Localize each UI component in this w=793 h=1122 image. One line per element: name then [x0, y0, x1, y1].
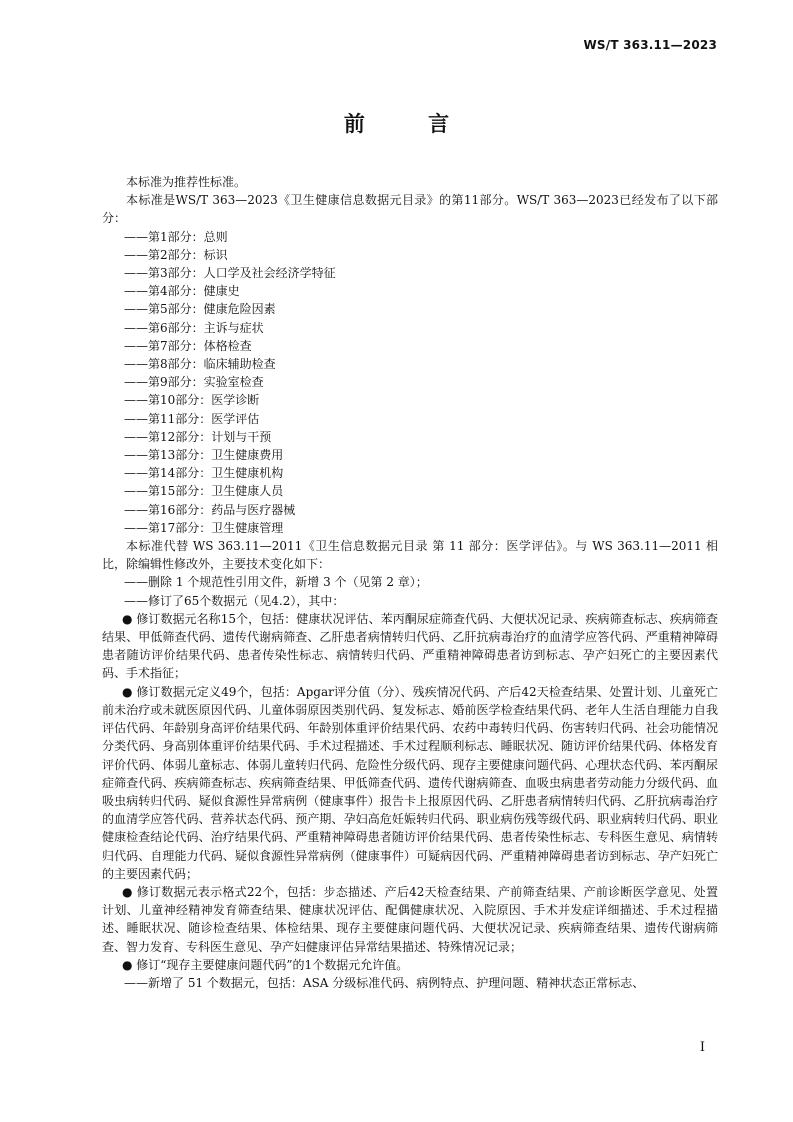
list-item: ——第9部分：实验室检查 [124, 375, 264, 390]
parts-list [102, 228, 718, 537]
intro-paragraph-2: 本标准是WS/T 363—2023《卫生健康信息数据元目录》的第11部分。WS/T 363—2023已经发布了以下部分： [102, 193, 718, 226]
list-item: ——第1部分：总则 [124, 229, 228, 244]
list-item: ——第2部分：标识 [124, 247, 228, 262]
bullet-item-names: ● 修订数据元名称15个，包括：健康状况评估、苯丙酮尿症筛查代码、大便状况记录、疾病筛查标志、疾病筛查结果、甲低筛查代码、遗传代谢病筛查、乙肝患者病情转归代码、乙肝抗病毒治疗的血清学应答代码、严重精神障碍患者随访评价结果代码、患者传染性标志、病情转归代码、严重精神障碍患者访到标志、孕产妇死亡的主要因素代码、手术指征； [102, 611, 718, 681]
list-item: ——第6部分：主诉与症状 [124, 320, 264, 335]
page-number: I [699, 1040, 705, 1055]
foreword-body [102, 173, 718, 992]
intro-paragraph-1: 本标准为推荐性标准。 [126, 175, 247, 189]
list-item: ——第11部分：医学评估 [124, 411, 260, 426]
list-item: ——第5部分：健康危险因素 [124, 302, 276, 317]
list-item: ——第14部分：卫生健康机构 [124, 466, 284, 481]
list-item: ——第16部分：药品与医疗器械 [124, 502, 296, 517]
page-title: 前 言 [343, 112, 478, 136]
change-added: ——新增了 51 个数据元，包括：ASA 分级标准代码、病例特点、护理问题、精神状态正常标志、 [124, 975, 645, 990]
list-item: ——第13部分：卫生健康费用 [124, 448, 284, 463]
list-item: ——第4部分：健康史 [124, 284, 240, 299]
list-item: ——第10部分：医学诊断 [124, 393, 260, 408]
list-item: ——第17部分：卫生健康管理 [124, 520, 284, 535]
bullet-item-definitions: ● 修订数据元定义49个，包括：Apgar评分值（分）、残疾情况代码、产后42天检查结果、处置计划、儿童死亡前未治疗或未就医原因代码、儿童体弱原因类别代码、复发标志、婚前医学检查结果代码、老年人生活自理能力自我评估代码、年龄别身高评价结果代码、年龄别体重评价结果代码、农药中毒转归代码、伤害转归代码、社会功能情况分类代码、身高别体重评价结果代码、手术过程描述、手术过程顺利标志、睡眠状况、随访评价结果代码、体格发育评价代码、体弱儿童标志、体弱儿童转归代码、危险性分级代码、现存主要健康问题代码、心理状态代码、苯丙酮尿症筛查代码、疾病筛查标志、疾病筛查结果、甲低筛查代码、遗传代谢病筛查、血吸虫病患者劳动能力分级代码、血吸虫病转归代码、疑似食源性异常病例（健康事件）报告卡上报原因代码、乙肝患者病情转归代码、乙肝抗病毒治疗的血清学应答代码、营养状态代码、预产期、孕妇高危妊娠转归代码、职业病伤残等级代码、职业病转归代码、职业健康检查结论代码、治疗结果代码、严重精神障碍患者随访评价结果代码、患者传染性标志、专科医生意见、病情转归代码、自理能力代码、疑似食源性异常病例（健康事件）可疑病因代码、严重精神障碍患者访到标志、孕产妇死亡的主要因素代码； [102, 684, 718, 881]
change-revised: ——修订了65个数据元（见4.2），其中： [124, 593, 345, 608]
list-item: ——第3部分：人口学及社会经济学特征 [124, 266, 336, 281]
list-item: ——第8部分：临床辅助检查 [124, 357, 276, 372]
list-item: ——第12部分：计划与干预 [124, 429, 272, 444]
list-item: ——第7部分：体格检查 [124, 338, 252, 353]
list-item: ——第15部分：卫生健康人员 [124, 484, 284, 499]
bullet-item-values: ● 修订“现存主要健康问题代码”的1个数据元允许值。 [122, 957, 409, 972]
replacement-paragraph: 本标准代替 WS 363.11—2011《卫生信息数据元目录 第 11 部分：医学评估》。与 WS 363.11—2011 相比，除编辑性修改外，主要技术变化如下： [102, 539, 718, 572]
bullet-item-formats: ● 修订数据元表示格式22个，包括：步态描述、产后42天检查结果、产前筛查结果、产前诊断医学意见、处置计划、儿童神经精神发育筛查结果、健康状况评估、配偶健康状况、入院原因、手术并发症详细描述、手术过程描述、睡眠状况、随诊检查结果、体检结果、现存主要健康问题代码、大便状况记录、疾病筛查结果、遗传代谢病筛查、智力发育、专科医生意见、孕产妇健康评估异常结果描述、特殊情况记录； [102, 884, 718, 954]
standard-code: WS/T 363.11—2023 [583, 38, 717, 52]
change-deleted: ——删除 1 个规范性引用文件，新增 3 个（见第 2 章）； [124, 575, 428, 590]
